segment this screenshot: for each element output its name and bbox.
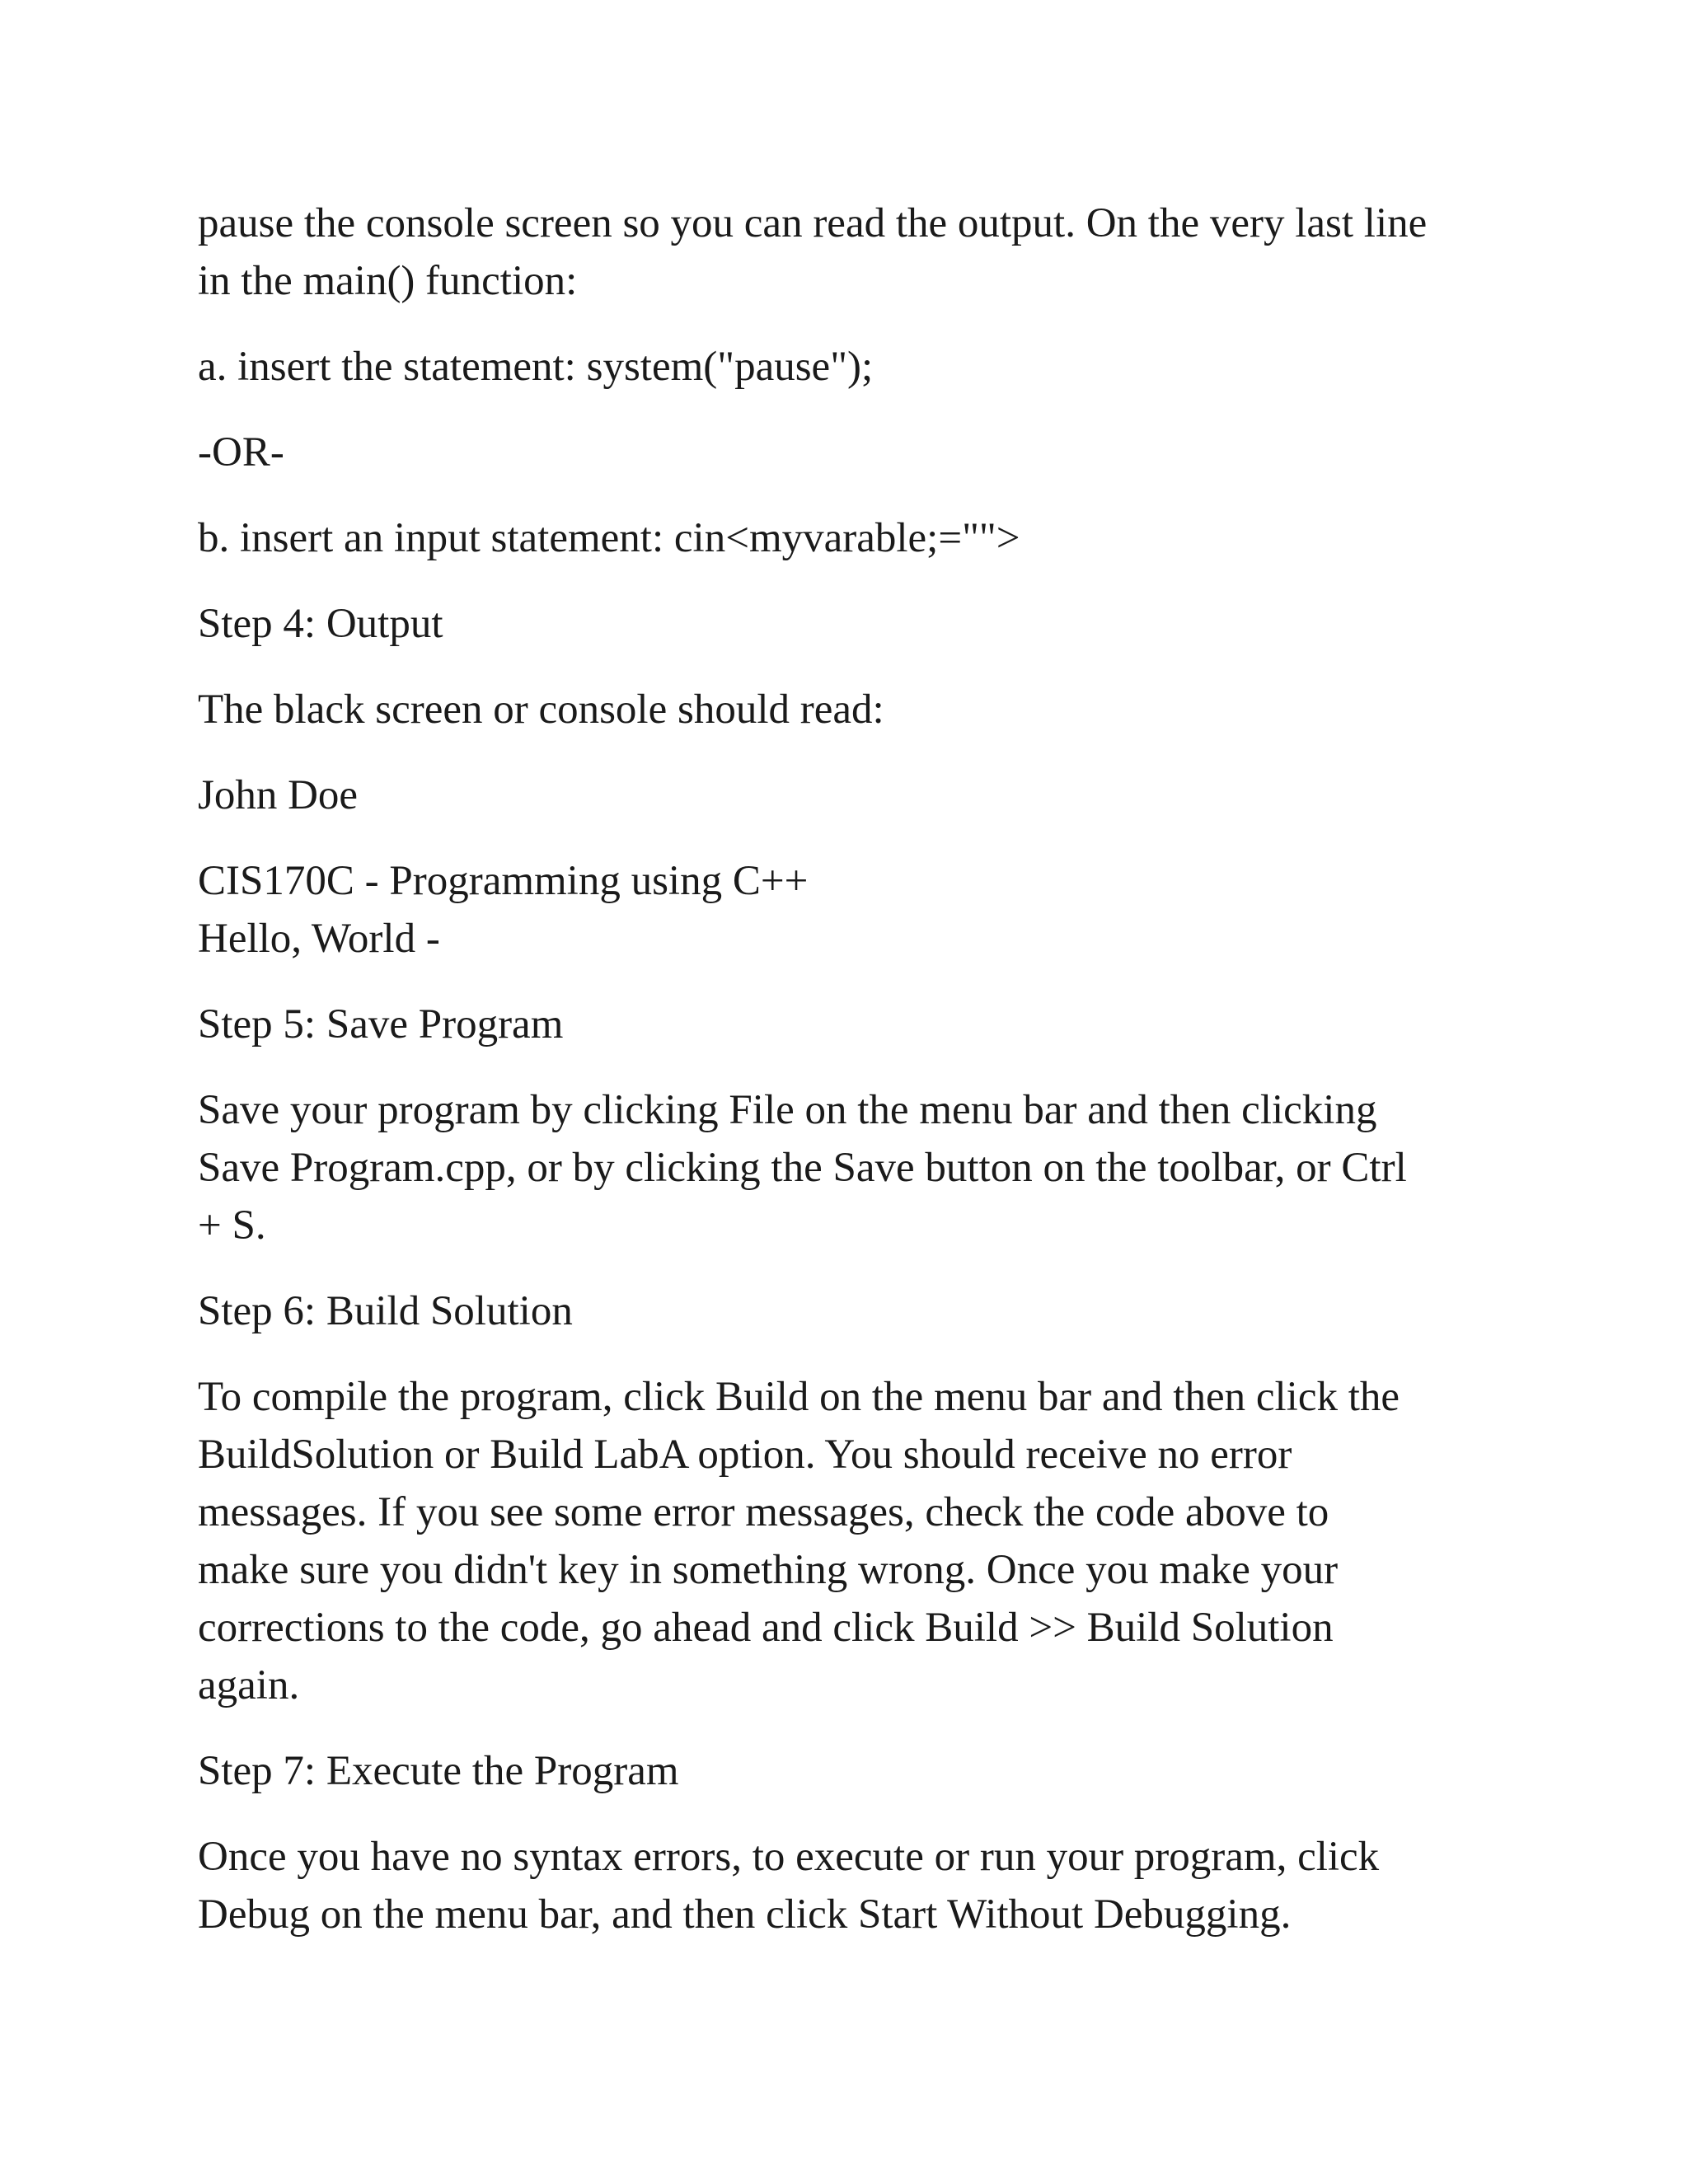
paragraph-execute-instructions: Once you have no syntax errors, to execute or run your program, click Debug on the menu bar, and then click Start Without Debugging.: [198, 1834, 1380, 1938]
paragraph-console-read: The black screen or console should read:: [198, 687, 884, 733]
document-page: [198, 194, 1517, 1971]
step-7-heading: Step 7: Execute the Program: [198, 1748, 679, 1794]
step-4-heading: Step 4: Output: [198, 601, 443, 647]
paragraph-option-b: b. insert an input statement: cin<myvarable;="">: [198, 515, 1020, 561]
paragraph-output-name: John Doe: [198, 772, 359, 818]
paragraph-build-instructions: To compile the program, click Build on the menu bar and then click the BuildSolution or Build LabA option. You should receive no error messages. If you see some error messages, check the code above to make sure you didn't key in something wrong. Once you make your corrections to the code, go ahead and click Build >> Build Solution again.: [198, 1374, 1400, 1708]
paragraph-save-instructions: Save your program by clicking File on the menu bar and then clicking Save Program.cpp, or by clicking the Save button on the toolbar, or Ctrl + S.: [198, 1087, 1407, 1249]
paragraph-pause-intro: pause the console screen so you can read the output. On the very last line in the main() function:: [198, 200, 1428, 304]
step-6-heading: Step 6: Build Solution: [198, 1288, 573, 1334]
step-5-heading: Step 5: Save Program: [198, 1001, 564, 1047]
paragraph-option-a: a. insert the statement: system("pause");: [198, 344, 874, 390]
paragraph-output-course: CIS170C - Programming using C++ Hello, World -: [198, 858, 809, 962]
paragraph-or: -OR-: [198, 429, 284, 476]
